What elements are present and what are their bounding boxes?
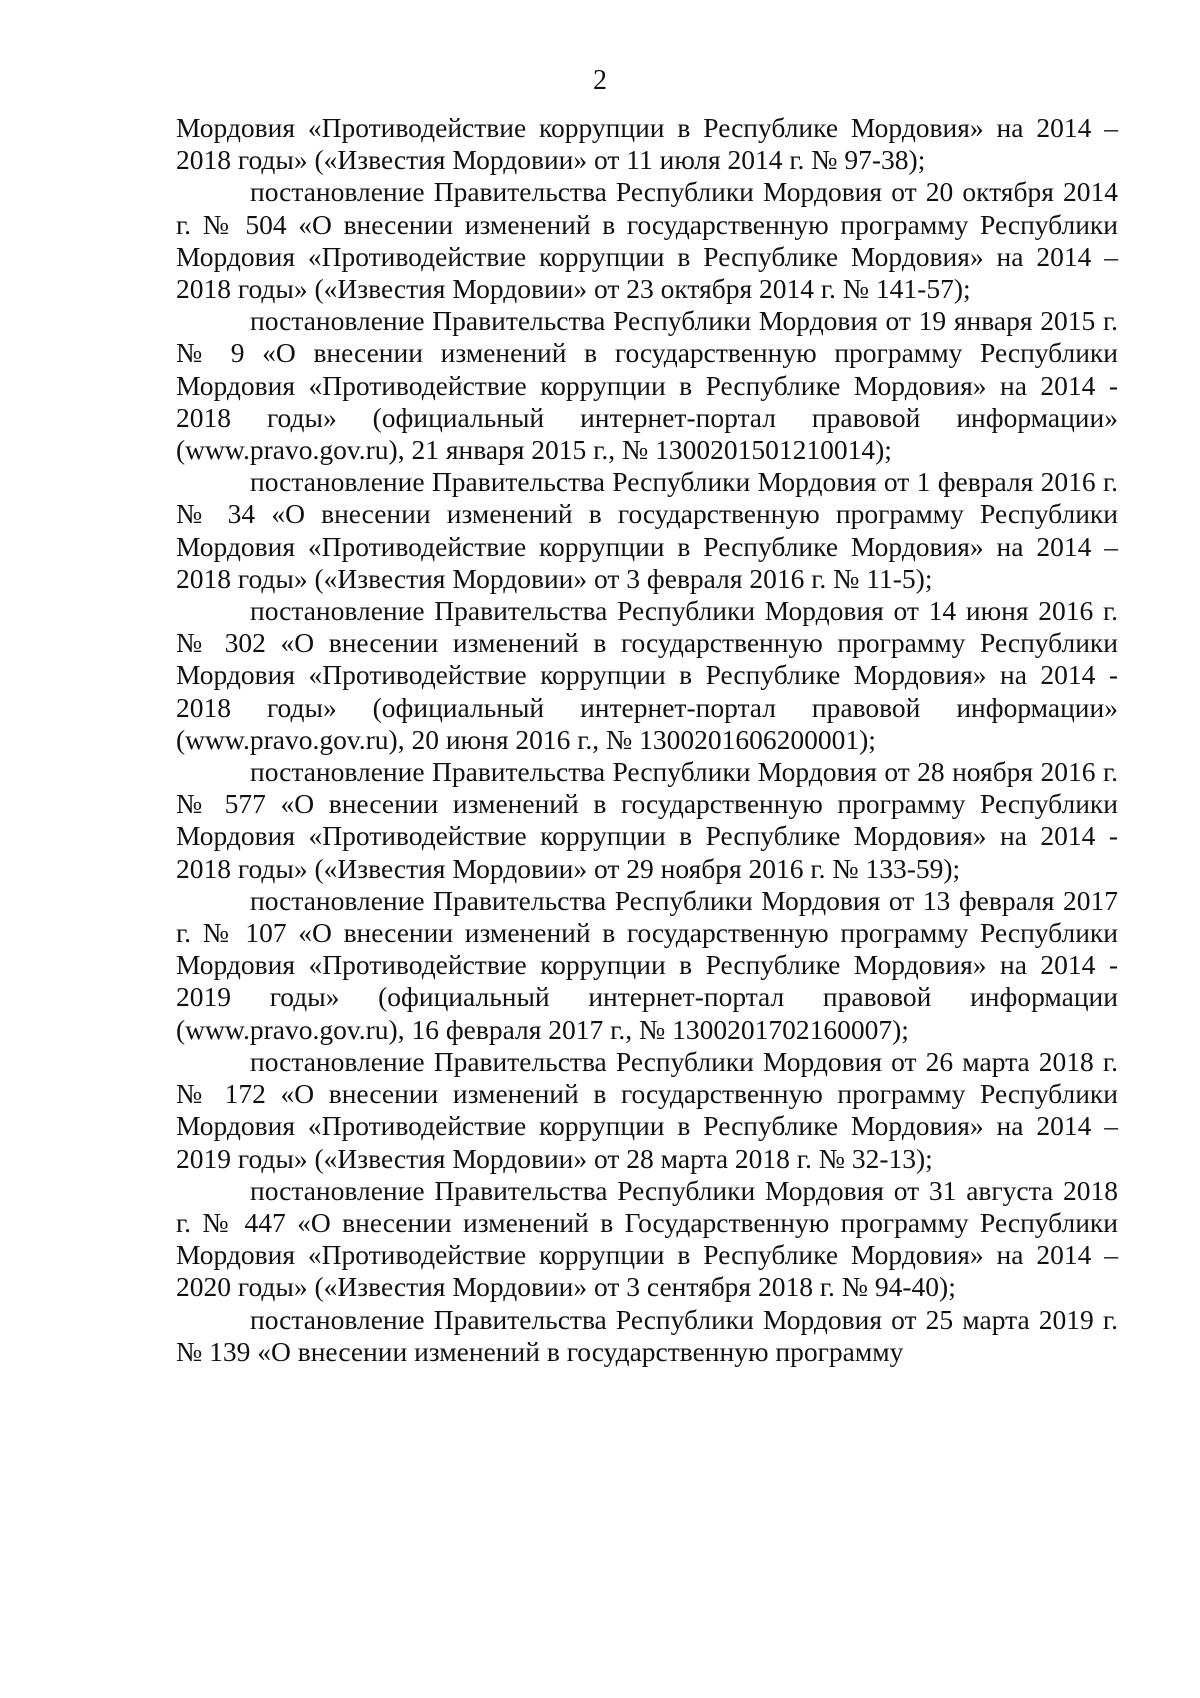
paragraph: постановление Правительства Республики Мордовия от 20 октября 2014 г. № 504 «О внесении изменений в государственную программу Республики Мордовия «Противодействие коррупции в Республике Мордовия» на 2014 – 2018 годы» («Известия Мордовии» от 23 октября 2014 г. № 141-57); [176, 176, 1118, 305]
paragraph: постановление Правительства Республики Мордовия от 1 февраля 2016 г. № 34 «О внесении изменений в государственную программу Республики Мордовия «Противодействие коррупции в Республике Мордовия» на 2014 – 2018 годы» («Известия Мордовии» от 3 февраля 2016 г. № 11-5); [176, 466, 1118, 594]
document-body [176, 112, 1118, 1368]
paragraph: постановление Правительства Республики Мордовия от 19 января 2015 г. № 9 «О внесении изменений в государственную программу Республики Мордовия «Противодействие коррупции в Республике Мордовия» на 2014 - 2018 годы» (официальный интернет-портал правовой информации» (www.pravo.gov.ru), 21 января 2015 г., № 1300201501210014); [176, 305, 1118, 466]
paragraph: постановление Правительства Республики Мордовия от 14 июня 2016 г. № 302 «О внесении изменений в государственную программу Республики Мордовия «Противодействие коррупции в Республике Мордовия» на 2014 - 2018 годы» (официальный интернет-портал правовой информации» (www.pravo.gov.ru), 20 июня 2016 г., № 1300201606200001); [176, 595, 1118, 755]
paragraph: Мордовия «Противодействие коррупции в Республике Мордовия» на 2014 – 2018 годы» («Известия Мордовии» от 11 июля 2014 г. № 97-38); [176, 112, 1118, 176]
page-number: 2 [593, 65, 607, 96]
paragraph: постановление Правительства Республики Мордовия от 28 ноября 2016 г. № 577 «О внесении изменений в государственную программу Республики Мордовия «Противодействие коррупции в Республике Мордовия» на 2014 - 2018 годы» («Известия Мордовии» от 29 ноября 2016 г. № 133-59); [176, 756, 1118, 884]
paragraph: постановление Правительства Республики Мордовия от 13 февраля 2017 г. № 107 «О внесении изменений в государственную программу Республики Мордовия «Противодействие коррупции в Республике Мордовия» на 2014 - 2019 годы» (официальный интернет-портал правовой информации (www.pravo.gov.ru), 16 февраля 2017 г., № 1300201702160007); [176, 884, 1118, 1045]
paragraph: постановление Правительства Республики Мордовия от 31 августа 2018 г. № 447 «О внесении изменений в Государственную программу Республики Мордовия «Противодействие коррупции в Республике Мордовия» на 2014 – 2020 годы» («Известия Мордовии» от 3 сентября 2018 г. № 94-40); [176, 1174, 1118, 1303]
paragraph: постановление Правительства Республики Мордовия от 25 марта 2019 г. № 139 «О внесении изменений в государственную программу [176, 1303, 1118, 1367]
paragraph: постановление Правительства Республики Мордовия от 26 марта 2018 г. № 172 «О внесении изменений в государственную программу Республики Мордовия «Противодействие коррупции в Республике Мордовия» на 2014 – 2019 годы» («Известия Мордовии» от 28 марта 2018 г. № 32-13); [176, 1045, 1118, 1174]
